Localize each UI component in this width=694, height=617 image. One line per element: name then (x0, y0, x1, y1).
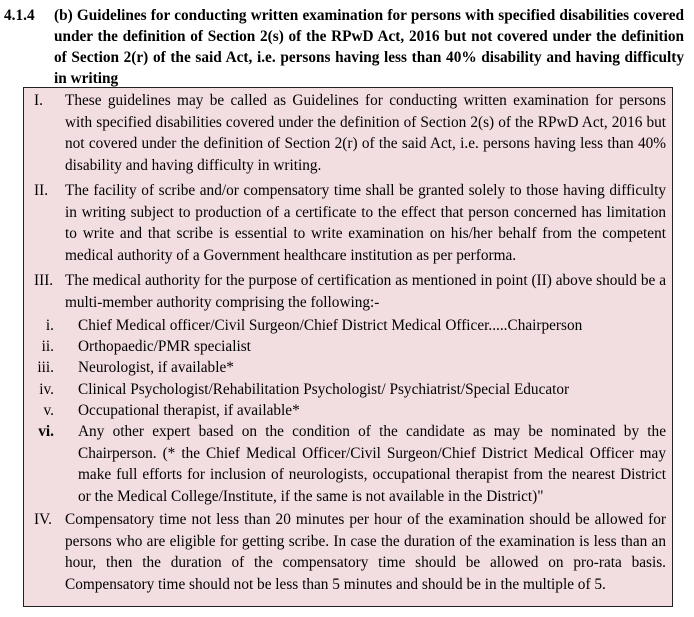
item-text: The facility of scribe and/or compensatory time shall be granted solely to those having difficulty in writing subject to production of a certificate to the effect that person concerned has limitation to write and that scribe is essential to write examination on his/her behalf from the competent medical authority of a Government healthcare institution as per performa. (65, 182, 666, 264)
sub-text: Any other expert based on the condition of the candidate as may be nominated by the Chairperson. (* the Chief Medical Officer/Civil Surgeon/Chief District Medical Officer may make full efforts for inclusion of neurologists, occupational therapist from the nearest District or the Medical College/Institute, if the same is not available in the District)" (78, 423, 666, 505)
section-number: 4.1.4 (4, 7, 35, 24)
guidelines-box (23, 87, 673, 607)
item-marker: IV. (34, 511, 52, 528)
item-marker: II. (34, 182, 49, 199)
sub-text: Chief Medical officer/Civil Surgeon/Chief District Medical Officer.....Chairperson (78, 317, 583, 334)
section-heading (4, 5, 684, 89)
item-text: Compensatory time not less than 20 minutes per hour of the examination should be allowed for persons who are eligible for getting scribe. In case the duration of the examination is less than an hour, then the duration of the compensatory time should be allowed on pro-rata basis. Compensatory time should not be less than 5 minutes and should be in the multiple of 5. (65, 511, 666, 593)
sub-marker: ii. (41, 338, 54, 355)
section-title: (b) Guidelines for conducting written examination for persons with specified disabilities covered under the definition of Section 2(s) of the RPwD Act, 2016 but not covered under the definition of Section 2(r) of the said Act, i.e. persons having less than 40% disability and having difficulty in writing (54, 7, 684, 87)
sub-marker: i. (45, 317, 54, 334)
sub-text: Orthopaedic/PMR specialist (78, 338, 251, 355)
sub-marker: v. (43, 402, 54, 419)
sub-text: Occupational therapist, if available* (78, 402, 300, 419)
item-text: The medical authority for the purpose of certification as mentioned in point (II) above should be a multi-member authority comprising the following:- (65, 272, 666, 311)
item-marker: III. (34, 272, 54, 289)
sub-marker: iii. (37, 359, 54, 376)
sub-marker: iv. (39, 381, 54, 398)
sub-marker: vi. (38, 423, 54, 440)
sub-text: Neurologist, if available* (78, 359, 234, 376)
item-text: These guidelines may be called as Guidelines for conducting written examination for persons with specified disabilities covered under the definition of Section 2(s) of the RPwD Act, 2016 but not covered under the definition of Section 2(r) of the said Act, i.e. persons having less than 40% disability and having difficulty in writing. (65, 92, 666, 174)
sub-text: Clinical Psychologist/Rehabilitation Psychologist/ Psychiatrist/Special Educator (78, 381, 570, 398)
item-marker: I. (34, 92, 43, 109)
